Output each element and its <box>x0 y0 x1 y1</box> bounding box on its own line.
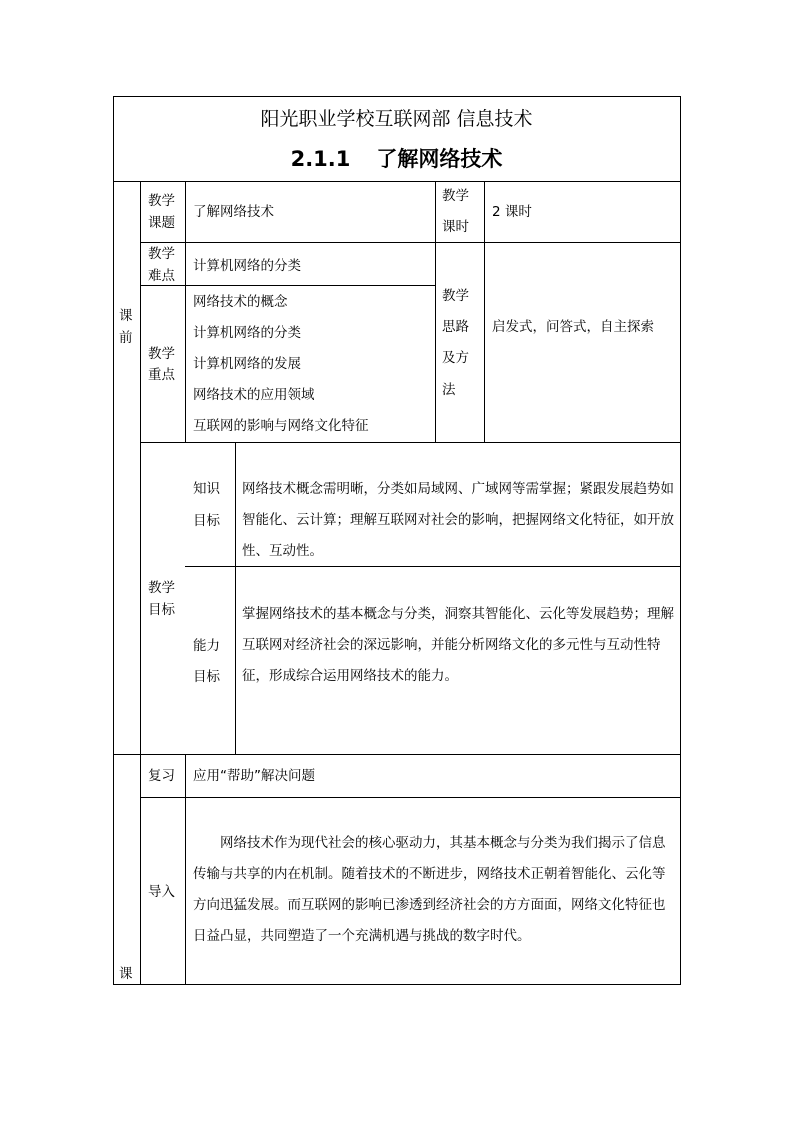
key-point-item: 网络技术的应用领域 <box>193 387 315 403</box>
key-point-item: 计算机网络的发展 <box>193 356 301 372</box>
knowledge-label-1: 知识 <box>193 481 220 497</box>
review-label: 复习 <box>148 768 175 784</box>
ability-objective-text: 掌握网络技术的基本概念与分类，洞察其智能化、云化等发展趋势；理解互联网对经济社会的深远影响，并能分析网络文化的多元性与互动性特征，形成综合运用网络技术的能力。 <box>242 606 674 684</box>
method-label-1: 教学 <box>442 288 469 304</box>
key-point-item: 互联网的影响与网络文化特征 <box>193 418 369 434</box>
hours-label-1: 教学 <box>442 188 469 204</box>
lesson-number: 2.1.1 <box>290 147 351 171</box>
topic-value: 了解网络技术 <box>193 204 274 220</box>
topic-label-2: 课题 <box>148 215 175 231</box>
hours-value: 2 课时 <box>492 204 532 220</box>
method-value: 启发式，问答式，自主探索 <box>492 319 654 335</box>
ability-label-2: 目标 <box>193 669 220 685</box>
review-value: 应用“帮助”解决问题 <box>193 768 315 784</box>
difficulty-label-2: 难点 <box>148 268 175 284</box>
objectives-label-2: 目标 <box>148 602 175 618</box>
difficulty-value: 计算机网络的分类 <box>193 258 301 274</box>
pre-class-label-1: 课 <box>119 308 133 324</box>
school-line: 阳光职业学校互联网部 信息技术 <box>260 108 533 130</box>
key-point-item: 计算机网络的分类 <box>193 325 301 341</box>
method-label-3: 及方 <box>442 350 469 366</box>
difficulty-label-1: 教学 <box>148 246 175 262</box>
intro-text: 网络技术作为现代社会的核心驱动力，其基本概念与分类为我们揭示了信息传输与共享的内在机制。随着技术的不断进步，网络技术正朝着智能化、云化等方向迅猛发展。而互联网的影响已渗透到经济社会的方方面面，网络文化特征也日益凸显，共同塑造了一个充满机遇与挑战的数字时代。 <box>193 835 666 944</box>
in-class-label: 课 <box>119 966 133 982</box>
method-label-4: 法 <box>442 382 456 398</box>
objectives-label-1: 教学 <box>148 580 175 596</box>
method-label-2: 思路 <box>442 319 469 335</box>
key-points-label-1: 教学 <box>148 346 175 362</box>
topic-label-1: 教学 <box>148 193 175 209</box>
knowledge-objective-text: 网络技术概念需明晰，分类如局域网、广域网等需掌握；紧跟发展趋势如智能化、云计算；理解互联网对社会的影响，把握网络文化特征，如开放性、互动性。 <box>242 481 674 559</box>
lesson-heading <box>113 146 680 172</box>
knowledge-label-2: 目标 <box>193 513 220 529</box>
key-points-label-2: 重点 <box>148 367 175 383</box>
pre-class-label-2: 前 <box>119 330 133 346</box>
lesson-title: 了解网络技术 <box>376 147 503 171</box>
intro-label: 导入 <box>148 884 175 900</box>
ability-label-1: 能力 <box>193 638 220 654</box>
hours-label-2: 课时 <box>442 219 469 235</box>
key-point-item: 网络技术的概念 <box>193 294 288 310</box>
